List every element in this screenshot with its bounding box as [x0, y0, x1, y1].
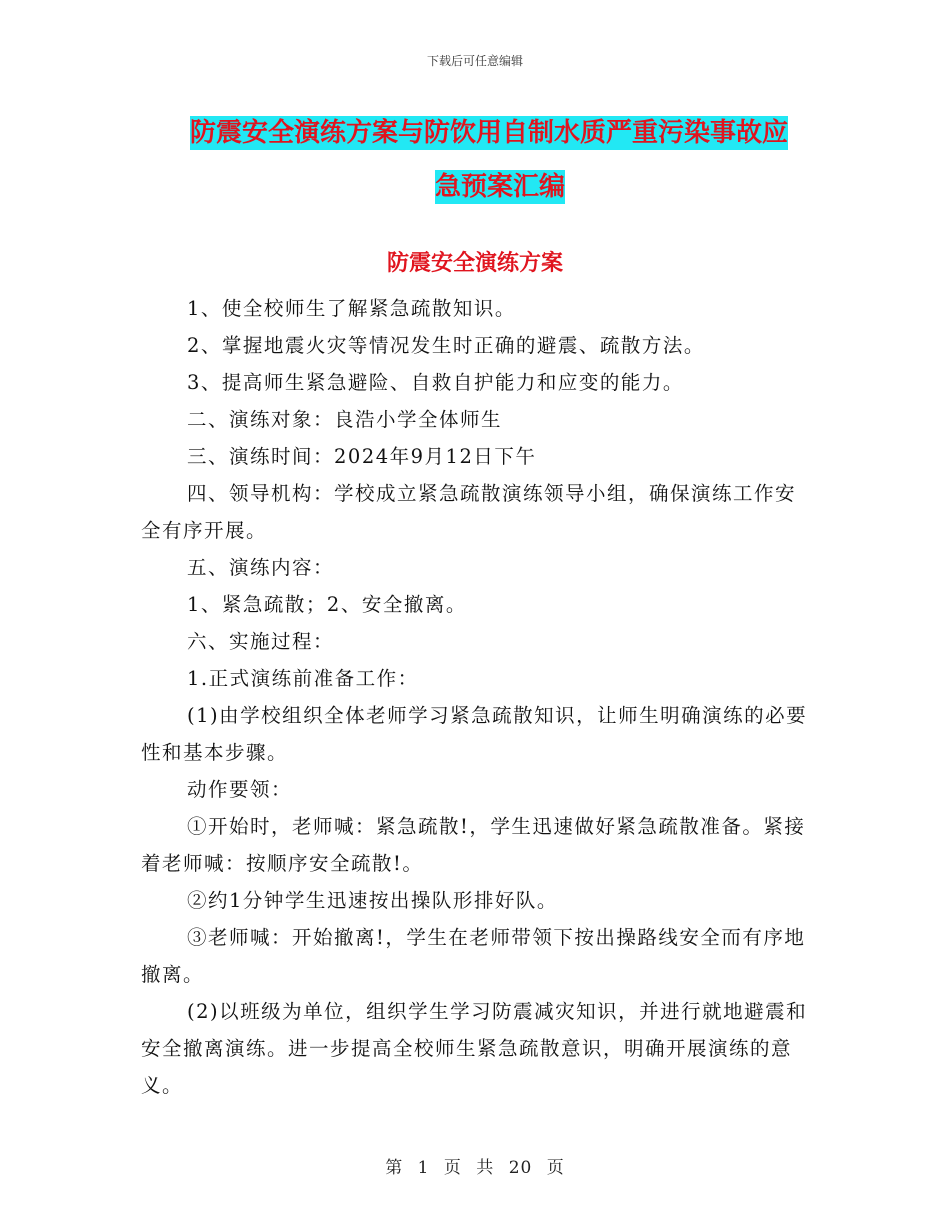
paragraph: 动作要领：: [187, 778, 293, 801]
paragraph: 二、演练对象：良浩小学全体师生: [187, 408, 503, 431]
paragraph: 2、掌握地震火灾等情况发生时正确的避震、疏散方法。: [187, 334, 705, 357]
title-line-2: 急预案汇编: [434, 172, 565, 202]
paragraph: ①开始时，老师喊：紧急疏散!，学生迅速做好紧急疏散准备。紧接着老师喊：按顺序安全疏散!。: [141, 815, 806, 875]
paragraph: ③老师喊：开始撤离!，学生在老师带领下按出操路线安全而有序地撤离。: [141, 926, 806, 986]
footer-prefix: 第: [385, 1158, 404, 1178]
document-title: [190, 108, 810, 212]
footer-suffix: 页: [546, 1158, 565, 1178]
title-line-1: 防震安全演练方案与防饮用自制水质严重污染事故应: [190, 118, 789, 148]
header-note: 下载后可任意编辑: [426, 54, 523, 68]
paragraph: 三、演练时间：2024年9月12日下午: [187, 445, 537, 468]
paragraph: 1.正式演练前准备工作：: [187, 667, 419, 690]
section-title: 防震安全演练方案: [386, 251, 563, 276]
current-page-number: 1: [417, 1158, 430, 1178]
paragraph: 1、紧急疏散；2、安全撤离。: [187, 593, 467, 616]
body-text: [141, 290, 811, 1104]
total-pages-number: 20: [508, 1158, 533, 1178]
paragraph: 四、领导机构：学校成立紧急疏散演练领导小组，确保演练工作安全有序开展。: [141, 482, 797, 542]
footer-total-label: 共: [476, 1158, 495, 1178]
paragraph: ②约1分钟学生迅速按出操队形排好队。: [187, 889, 558, 912]
paragraph: 六、实施过程：: [187, 630, 335, 653]
paragraph: 五、演练内容：: [187, 556, 335, 579]
paragraph: 1、使全校师生了解紧急疏散知识。: [187, 297, 516, 320]
footer-mid: 页: [443, 1158, 462, 1178]
page-footer: [0, 1153, 950, 1178]
paragraph: (2)以班级为单位，组织学生学习防震减灾知识，并进行就地避震和安全撤离演练。进一步提高全校师生紧急疏散意识，明确开展演练的意义。: [141, 1000, 808, 1097]
paragraph: (1)由学校组织全体老师学习紧急疏散知识，让师生明确演练的必要性和基本步骤。: [141, 704, 808, 764]
paragraph: 3、提高师生紧急避险、自救自护能力和应变的能力。: [187, 371, 684, 394]
